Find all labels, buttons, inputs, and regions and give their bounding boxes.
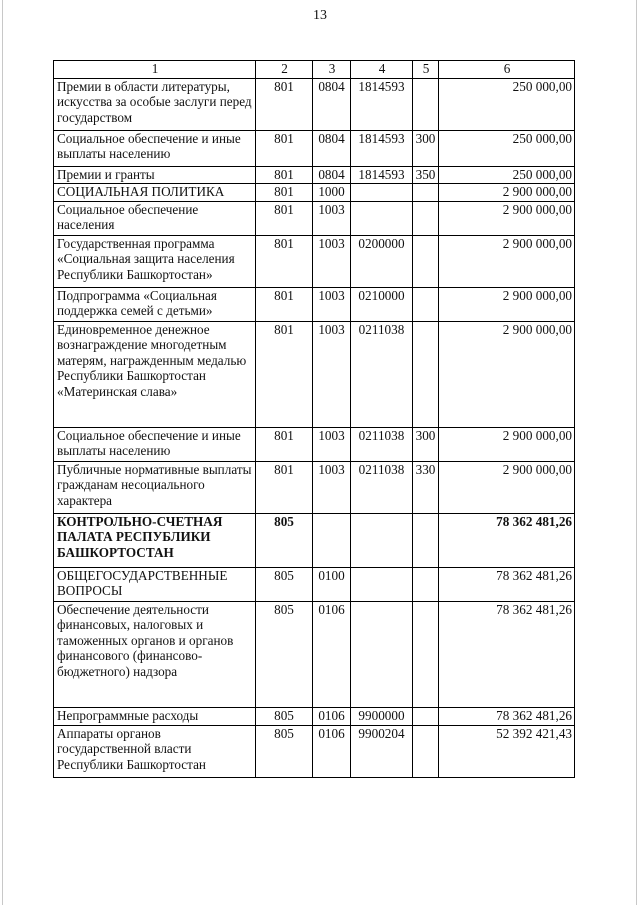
row-sum-cell: 2 900 000,00 [439, 321, 575, 427]
right-scan-edge [636, 0, 637, 905]
row-razdel-cell: 0106 [313, 725, 351, 777]
row-csr-cell: 0210000 [351, 287, 413, 321]
table-row [54, 427, 575, 461]
row-sum-cell: 250 000,00 [439, 78, 575, 130]
row-vr-cell [413, 601, 439, 707]
row-vr-cell [413, 201, 439, 235]
budget-table [53, 60, 575, 778]
row-vr-cell [413, 567, 439, 601]
row-vedomstvo-cell: 805 [256, 707, 313, 725]
table-row [54, 725, 575, 777]
row-razdel-cell: 0804 [313, 166, 351, 184]
row-sum-cell: 78 362 481,26 [439, 567, 575, 601]
row-name-cell: Социальное обеспечение и иные выплаты населению [54, 130, 256, 166]
row-name-cell: Единовременное денежное вознаграждение многодетным матерям, награжденным медалью Республики Башкортостан «Материнская слава» [54, 321, 256, 427]
row-csr-cell: 1814593 [351, 130, 413, 166]
row-vr-cell: 300 [413, 130, 439, 166]
table-row [54, 707, 575, 725]
row-vedomstvo-cell: 801 [256, 235, 313, 287]
row-vedomstvo-cell: 801 [256, 321, 313, 427]
row-sum-cell: 2 900 000,00 [439, 461, 575, 513]
row-csr-cell [351, 601, 413, 707]
row-vedomstvo-cell: 801 [256, 427, 313, 461]
row-sum-cell: 78 362 481,26 [439, 601, 575, 707]
row-name-cell: Премии и гранты [54, 166, 256, 184]
row-sum-cell: 2 900 000,00 [439, 184, 575, 202]
row-sum-cell: 250 000,00 [439, 130, 575, 166]
row-razdel-cell: 0106 [313, 601, 351, 707]
row-vedomstvo-cell: 805 [256, 567, 313, 601]
row-csr-cell: 9900000 [351, 707, 413, 725]
row-vedomstvo-cell: 801 [256, 166, 313, 184]
row-vedomstvo-cell: 801 [256, 184, 313, 202]
row-sum-cell: 52 392 421,43 [439, 725, 575, 777]
table-row [54, 130, 575, 166]
row-vedomstvo-cell: 805 [256, 725, 313, 777]
row-razdel-cell: 1003 [313, 321, 351, 427]
row-csr-cell [351, 567, 413, 601]
row-vr-cell [413, 707, 439, 725]
row-csr-cell: 1814593 [351, 78, 413, 130]
table-row [54, 166, 575, 184]
row-razdel-cell: 1003 [313, 235, 351, 287]
row-vedomstvo-cell: 801 [256, 287, 313, 321]
row-razdel-cell: 1003 [313, 461, 351, 513]
row-name-cell: ОБЩЕГОСУДАРСТВЕННЫЕ ВОПРОСЫ [54, 567, 256, 601]
row-csr-cell [351, 201, 413, 235]
row-sum-cell: 2 900 000,00 [439, 201, 575, 235]
row-csr-cell: 0211038 [351, 461, 413, 513]
row-name-cell: Аппараты органов государственной власти Республики Башкортостан [54, 725, 256, 777]
row-razdel-cell: 0100 [313, 567, 351, 601]
row-razdel-cell: 1003 [313, 287, 351, 321]
row-name-cell: Премии в области литературы, искусства за особые заслуги перед государством [54, 78, 256, 130]
row-csr-cell: 0211038 [351, 321, 413, 427]
row-razdel-cell: 1003 [313, 427, 351, 461]
table-row [54, 513, 575, 567]
table-row [54, 235, 575, 287]
row-csr-cell [351, 513, 413, 567]
row-csr-cell: 0200000 [351, 235, 413, 287]
row-sum-cell: 250 000,00 [439, 166, 575, 184]
row-sum-cell: 2 900 000,00 [439, 235, 575, 287]
row-vedomstvo-cell: 805 [256, 601, 313, 707]
header-cell: 1 [54, 61, 256, 79]
table-row [54, 287, 575, 321]
row-csr-cell: 9900204 [351, 725, 413, 777]
table-row [54, 201, 575, 235]
row-name-cell: Социальное обеспечение и иные выплаты населению [54, 427, 256, 461]
table-row [54, 567, 575, 601]
row-vedomstvo-cell: 805 [256, 513, 313, 567]
row-vedomstvo-cell: 801 [256, 78, 313, 130]
row-sum-cell: 2 900 000,00 [439, 287, 575, 321]
row-vr-cell [413, 78, 439, 130]
table-row [54, 461, 575, 513]
row-name-cell: Непрограммные расходы [54, 707, 256, 725]
header-row [54, 61, 575, 79]
row-name-cell: Подпрограмма «Социальная поддержка семей с детьми» [54, 287, 256, 321]
row-razdel-cell: 1003 [313, 201, 351, 235]
row-vr-cell [413, 235, 439, 287]
row-name-cell: КОНТРОЛЬНО-СЧЕТНАЯ ПАЛАТА РЕСПУБЛИКИ БАШКОРТОСТАН [54, 513, 256, 567]
header-cell: 3 [313, 61, 351, 79]
row-csr-cell: 1814593 [351, 166, 413, 184]
row-name-cell: Публичные нормативные выплаты гражданам несоциального характера [54, 461, 256, 513]
row-razdel-cell: 0106 [313, 707, 351, 725]
row-vr-cell [413, 513, 439, 567]
table-row [54, 321, 575, 427]
row-vedomstvo-cell: 801 [256, 130, 313, 166]
row-vr-cell [413, 184, 439, 202]
row-razdel-cell [313, 513, 351, 567]
row-vedomstvo-cell: 801 [256, 201, 313, 235]
row-name-cell: СОЦИАЛЬНАЯ ПОЛИТИКА [54, 184, 256, 202]
row-name-cell: Социальное обеспечение населения [54, 201, 256, 235]
table-row [54, 601, 575, 707]
header-cell: 6 [439, 61, 575, 79]
row-vedomstvo-cell: 801 [256, 461, 313, 513]
row-name-cell: Государственная программа «Социальная защита населения Республики Башкортостан» [54, 235, 256, 287]
row-name-cell: Обеспечение деятельности финансовых, налоговых и таможенных органов и органов финансового (финансово-бюджетного) надзора [54, 601, 256, 707]
row-razdel-cell: 1000 [313, 184, 351, 202]
row-sum-cell: 78 362 481,26 [439, 707, 575, 725]
table-row [54, 184, 575, 202]
header-cell: 5 [413, 61, 439, 79]
row-vr-cell: 330 [413, 461, 439, 513]
row-vr-cell: 300 [413, 427, 439, 461]
left-scan-edge [2, 0, 3, 905]
row-csr-cell [351, 184, 413, 202]
row-sum-cell: 2 900 000,00 [439, 427, 575, 461]
row-razdel-cell: 0804 [313, 78, 351, 130]
row-vr-cell [413, 321, 439, 427]
table-row [54, 78, 575, 130]
header-cell: 4 [351, 61, 413, 79]
page-number: 13 [313, 8, 327, 23]
row-sum-cell: 78 362 481,26 [439, 513, 575, 567]
header-cell: 2 [256, 61, 313, 79]
row-csr-cell: 0211038 [351, 427, 413, 461]
row-razdel-cell: 0804 [313, 130, 351, 166]
row-vr-cell [413, 287, 439, 321]
row-vr-cell [413, 725, 439, 777]
row-vr-cell: 350 [413, 166, 439, 184]
